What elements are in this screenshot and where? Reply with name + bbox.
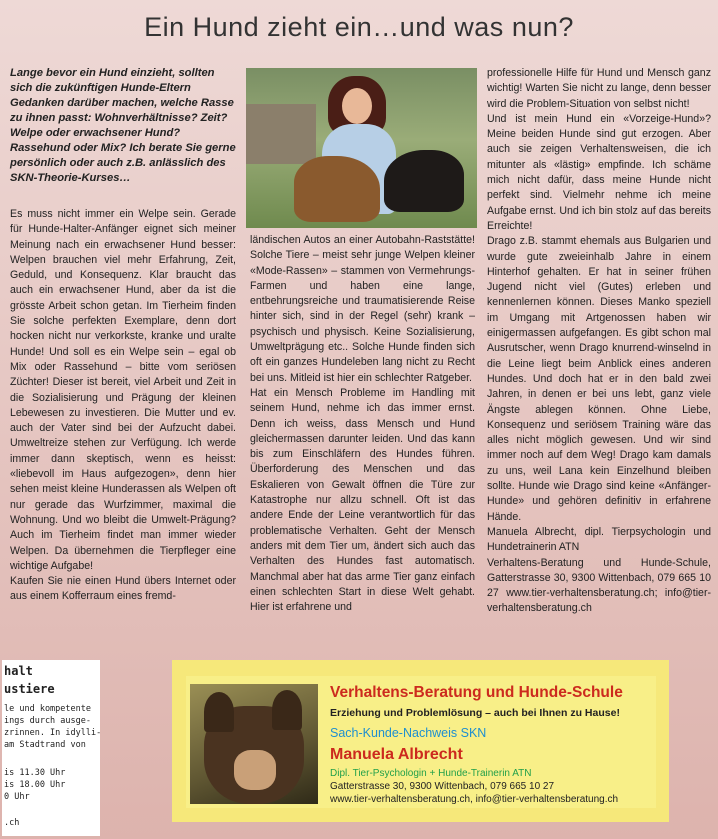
inset-line-4: ings durch ausge- bbox=[4, 716, 91, 726]
article-column-1 bbox=[10, 207, 236, 605]
inset-line-7: is 11.30 Uhr bbox=[4, 768, 66, 778]
ad-dog-photo bbox=[190, 684, 318, 804]
photo-woman-with-dogs bbox=[246, 68, 477, 228]
col3-contact: Verhaltens-Beratung und Hunde-Schule, Gatterstrasse 30, 9300 Wittenbach, 079 665 10 27 www.tier-verhaltensberatung.ch; info@tier-verhaltensberatung.ch bbox=[487, 556, 711, 615]
ad-dog-ear-right bbox=[272, 690, 302, 730]
ad-dog-ear-left bbox=[204, 692, 234, 732]
col3-paragraph-3: Drago z.B. stammt ehemals aus Bulgarien und wurde gute zweieinhalb Jahre in einem Hinterhof gehalten. Er hat in seiner frühen Jugend nicht viel (Gutes) erleben und kennenlernen können. Dieses Manko speziell im Umgang mit Artgenossen haben wir einigermassen aufgefangen. Es gibt schon mal Ausrutscher, wenn Drago knurrend-winselnd in die Leine liegt beim Anblick eines anderen Hundes. Und doch hat er in den bald zwei Jahren, in denen er bei uns lebt, ganz viele Ängste ablegen können. Ohne Liebe, Konsequenz und seriösem Training wäre das alles nicht möglich gewesen. Und wir sind immer noch auf dem Weg! Drago kam damals zu uns, weil Lana kein Einzelhund bleiben sollte. Hunde wie Drago sind keine «Anfänger-Hunde» und gehören definitiv in erfahrene Hände. bbox=[487, 235, 711, 523]
article-column-2 bbox=[250, 233, 475, 615]
ad-dog-snout bbox=[234, 750, 276, 790]
photo-woman-face bbox=[342, 88, 372, 124]
photo-brown-dog bbox=[294, 156, 380, 222]
ad-name: Manuela Albrecht bbox=[330, 746, 463, 763]
business-ad bbox=[172, 660, 669, 822]
inset-line-5: zrinnen. In idylli- bbox=[4, 728, 102, 738]
ad-credentials: Dipl. Tier-Psychologin + Hunde-Trainerin ATN bbox=[330, 768, 532, 779]
inset-line-8: is 18.00 Uhr bbox=[4, 780, 66, 790]
ad-headline: Verhaltens-Beratung und Hunde-Schule bbox=[330, 684, 623, 701]
inset-line-3: le und kompetente bbox=[4, 704, 91, 714]
inset-line-10: .ch bbox=[4, 818, 20, 828]
col1-paragraph-1: Es muss nicht immer ein Welpe sein. Gerade für Hunde-Halter-Anfänger eignet sich meiner Meinung nach ein erwachsener Hund besser: Welpen brauchen viel mehr Erfahrung, Zeit, Geduld, und Konsequenz. Klar braucht das auch ein erwachsener Hund, aber da ist die grösste Arbeit schon getan. Im Tierheim finden Sie solche perfekten Exemplare, denn dort hocken nicht nur verkorkste, kranke und uralte Hunde! Und soll es ein Welpe sein – egal ob Mix oder Rassehund – bitte vom seriösen Züchter! Dieser ist bereit, viel Arbeit und Zeit in die Sozialisierung und Prägung der kleinen Lebewesen zu investieren. Die Mutter und ev. auch der Vater sind bei der Aufzucht dabei. Umweltreize stehen zur Verfügung. Ich werde immer dann skeptisch, wenn es heisst: «liebevoll im Haus aufgezogen», denn hier sehen meist kleine Hunderassen als Welpen oft nur gerade das Wurfzimmer, maximal die Wohnung. Und wo bleibt die Umwelt-Prägung? Auch im Tierheim findet man immer wieder Welpen. Da übernehmen die Tierpfleger eine wichtige Aufgabe! bbox=[10, 208, 236, 572]
col3-paragraph-2: Und ist mein Hund ein «Vorzeige-Hund»? Meine beiden Hunde sind gut erzogen. Aber auch sie zeigen Verhaltensweisen, die ich mitunter als «lästig» empfinde. Ich schäme mich nicht dafür, dass meine Hunde nicht perfekt sind. Vielmehr nehme ich meine Aufgabe ernst. Und ich bin stolz auf das bereits Erreichte! bbox=[487, 112, 711, 232]
photo-black-dog bbox=[384, 150, 464, 212]
ad-skn: Sach-Kunde-Nachweis SKN bbox=[330, 726, 487, 740]
ad-tagline: Erziehung und Problemlösung – auch bei Ihnen zu Hause! bbox=[330, 707, 620, 719]
inset-line-6: am Stadtrand von bbox=[4, 740, 86, 750]
inset-line-1: halt bbox=[4, 664, 33, 678]
col1-paragraph-2: Kaufen Sie nie einen Hund übers Internet oder aus einem Kofferraum eines fremd- bbox=[10, 575, 236, 603]
col2-paragraph-2: Hat ein Mensch Probleme im Handling mit seinem Hund, nehme ich das immer ernst. Denn ich weiss, dass Mensch und Hund gleichermassen darunter leiden. Und das kann bis zum Einschläfern des Hundes führen. Überforderung des Menschen und das Eskalieren von Gewalt öffnen die Türe zur Katastrophe nur allzu schnell. Oft ist das andere Ende der Leine verantwortlich für das problematische Verhalten. Geht der Mensch anders mit dem Tier um, ändert sich auch das Verhalten des Hundes fast automatisch. Manchmal aber hat das arme Tier ganz einfach einen schlechten Start in diese Welt gehabt. Hier ist erfahrene und bbox=[250, 386, 475, 614]
photo-wall bbox=[246, 104, 316, 164]
col3-paragraph-1: professionelle Hilfe für Hund und Mensch ganz wichtig! Warten Sie nicht zu lange, denn besser wird die Problem-Situation von selbst nicht! bbox=[487, 67, 711, 110]
article-title: Ein Hund zieht ein…und was nun? bbox=[144, 12, 574, 42]
inset-line-9: 0 Uhr bbox=[4, 792, 30, 802]
article-lead: Lange bevor ein Hund einzieht, sollten sich die zukünftigen Hunde-Eltern Gedanken darüber machen, welche Rasse zu ihnen passt: Wohnverhältnisse? Zeit? Welpe oder erwachsener Hund? Rassehund oder Mix? Ich berate Sie gerne persönlich oder auch z.B. anlässlich des SKN-Theorie-Kurses… bbox=[10, 67, 236, 184]
ad-address: Gatterstrasse 30, 9300 Wittenbach, 079 665 10 27 bbox=[330, 781, 555, 792]
ad-contact: www.tier-verhaltensberatung.ch, info@tier-verhaltensberatung.ch bbox=[330, 794, 619, 805]
col3-author: Manuela Albrecht, dipl. Tierpsychologin und Hundetrainerin ATN bbox=[487, 525, 711, 554]
article-column-3 bbox=[487, 66, 711, 617]
col2-paragraph-1: ländischen Autos an einer Autobahn-Raststätte! Solche Tiere – meist sehr junge Welpen kleiner «Mode-Rassen» – stammen von Vermehrungs-Farmen und haben eine lange, entbehrungsreiche und traumatisierende Reise hinter sich, sind in der Regel (sehr) krank – psychisch und physisch. Keine Sozialisierung, Umweltprägung etc.. Solche Hunde finden sich oft ein ganzes Hundeleben lang nicht zu Recht bei uns. Mitleid ist hier ein schlechter Ratgeber. bbox=[250, 234, 475, 384]
inset-line-2: ustiere bbox=[4, 682, 55, 696]
neighbor-ad-fragment bbox=[2, 660, 100, 836]
